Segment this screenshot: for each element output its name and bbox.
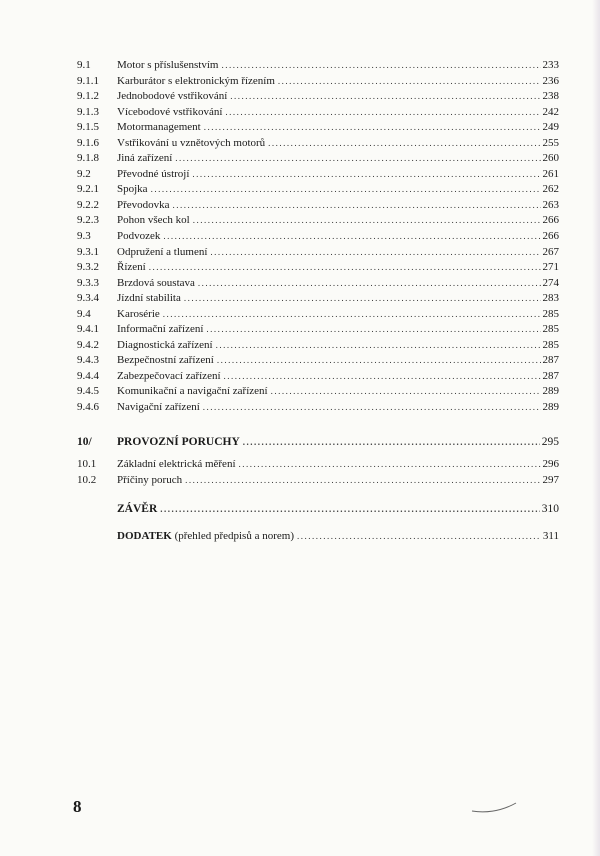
toc-entry (77, 307, 559, 323)
dot-leader (151, 182, 541, 198)
dot-leader (204, 120, 541, 136)
toc-entry-page: 271 (542, 261, 559, 274)
toc-entry (77, 338, 559, 354)
toc-entry-number: 9.4.1 (77, 323, 99, 336)
dot-leader (193, 213, 541, 229)
dot-leader (225, 105, 540, 121)
toc-zaver-page: 310 (541, 503, 559, 516)
toc-dodatek-title (117, 529, 297, 545)
toc-zaver-entry (77, 502, 559, 518)
dot-leader (271, 384, 541, 400)
toc-entry-page: 266 (542, 214, 559, 227)
toc-entry-number: 9.4.6 (77, 401, 99, 414)
dot-leader (239, 457, 541, 473)
toc-entry-title: Základní elektrická měření (117, 458, 236, 471)
toc-entry-page: 285 (542, 338, 559, 351)
toc-entry-page: 260 (542, 152, 559, 165)
dot-leader (278, 74, 541, 90)
dot-leader (149, 260, 541, 276)
toc-entry-page: 285 (542, 307, 559, 320)
toc-entry-title: Spojka (117, 183, 148, 196)
toc-entry-title: Karburátor s elektronickým řízením (117, 74, 275, 87)
dot-leader (160, 502, 539, 518)
page-number: 8 (73, 797, 82, 816)
dot-leader (175, 151, 540, 167)
toc-entry-page: 285 (542, 323, 559, 336)
toc-entry (77, 400, 559, 416)
toc-entry-page: 287 (542, 354, 559, 367)
toc-entry-number: 9.3.1 (77, 245, 99, 258)
toc-entry-number: 9.1.6 (77, 136, 99, 149)
toc-entry-number: 9.4.3 (77, 354, 99, 367)
toc-entry-page: 261 (542, 167, 559, 180)
toc-entry-number: 10.1 (77, 458, 97, 471)
dot-leader (297, 529, 541, 545)
toc-entry-number: 9.3.3 (77, 276, 99, 289)
toc-entry (77, 322, 559, 338)
toc-chapter-entry (77, 435, 559, 451)
dot-leader (243, 435, 540, 451)
toc-entry (77, 120, 559, 136)
toc-entry-page: 287 (542, 369, 559, 382)
dot-leader (216, 338, 541, 354)
section-9-list (77, 58, 559, 416)
toc-entry (77, 229, 559, 245)
toc-entry-title: Motor s příslušenstvím (117, 59, 219, 71)
toc-entry-title: Navigační zařízení (117, 401, 200, 414)
toc-entry (77, 353, 559, 369)
toc-entry-number: 9.4.5 (77, 385, 99, 398)
toc-entry-page: 289 (542, 385, 559, 398)
toc-entry (77, 58, 559, 74)
toc-entry-page: 233 (542, 59, 559, 71)
dot-leader (184, 291, 541, 307)
toc-entry-title: Pohon všech kol (117, 214, 190, 227)
toc-chapter-page: 295 (541, 435, 559, 448)
toc-entry (77, 260, 559, 276)
toc-entry-number: 9.1.5 (77, 121, 99, 134)
toc-entry-number: 9.1.3 (77, 105, 99, 118)
dot-leader (185, 473, 540, 489)
toc-entry (77, 245, 559, 261)
dot-leader (230, 89, 540, 105)
toc-entry-title: Příčiny poruch (117, 473, 183, 486)
toc-entry-page: 249 (542, 121, 559, 134)
toc-entry-page: 266 (542, 230, 559, 243)
toc-chapter-title: PROVOZNÍ PORUCHY (117, 435, 240, 448)
toc-entry-title: Jízdní stabilita (117, 292, 181, 305)
dot-leader (198, 276, 541, 292)
toc-entry-number: 9.3.2 (77, 261, 99, 274)
dot-leader (221, 58, 540, 74)
toc-entry (77, 105, 559, 121)
toc-entry (77, 182, 559, 198)
toc-entry-title: Řízení (117, 261, 146, 274)
toc-entry-page: 263 (542, 198, 559, 211)
toc-entry-page: 242 (542, 105, 559, 118)
toc-entry (77, 457, 559, 473)
toc-entry-page: 262 (542, 183, 559, 196)
dot-leader (210, 245, 540, 261)
dot-leader (224, 369, 541, 385)
toc-entry-page: 238 (542, 90, 559, 103)
dot-leader (217, 353, 541, 369)
toc-entry-number: 9.3.4 (77, 292, 99, 305)
toc-entry (77, 74, 559, 90)
toc-entry-title: Odpružení a tlumení (117, 245, 208, 258)
toc-entry-page: 267 (542, 245, 559, 258)
dot-leader (203, 400, 541, 416)
toc-entry-title: Převodovka (117, 198, 170, 211)
toc-entry-page: 296 (542, 458, 559, 471)
toc-entry-page: 289 (542, 401, 559, 414)
toc-entry (77, 384, 559, 400)
toc-entry-number: 9.2.1 (77, 183, 99, 196)
table-of-contents (77, 58, 559, 544)
dot-leader (163, 307, 541, 323)
toc-entry-title: Motormanagement (117, 121, 201, 134)
toc-entry-title: Podvozek (117, 230, 161, 243)
toc-chapter-number: 10/ (77, 435, 92, 448)
toc-entry (77, 473, 559, 489)
toc-entry-title: Komunikační a navigační zařízení (117, 385, 268, 398)
toc-entry-number: 9.2.2 (77, 198, 99, 211)
toc-entry-page: 297 (542, 473, 559, 486)
toc-entry-number: 9.1.8 (77, 152, 99, 165)
dot-leader (173, 198, 541, 214)
toc-entry-title: Jednobodové vstřikování (117, 90, 228, 103)
page-edge (592, 0, 600, 856)
toc-entry-number: 9.4.4 (77, 369, 99, 382)
toc-entry (77, 291, 559, 307)
toc-entry-number: 9.1 (77, 59, 91, 71)
toc-entry-page: 283 (542, 292, 559, 305)
toc-entry-title: Vícebodové vstřikování (117, 105, 223, 118)
toc-entry-title: Vstřikování u vznětových motorů (117, 136, 266, 149)
toc-entry (77, 89, 559, 105)
dot-leader (268, 136, 540, 152)
toc-dodatek-title-rest: (přehled předpisů a norem) (171, 529, 294, 542)
toc-entry-title: Jiná zařízení (117, 152, 173, 165)
toc-entry-page: 255 (542, 136, 559, 149)
toc-entry-number: 9.3 (77, 230, 91, 243)
toc-entry-number: 9.1.2 (77, 90, 99, 103)
toc-entry (77, 198, 559, 214)
toc-entry-number: 9.4.2 (77, 338, 99, 351)
toc-entry-title: Brzdová soustava (117, 276, 195, 289)
toc-entry (77, 151, 559, 167)
toc-entry-number: 9.2.3 (77, 214, 99, 227)
toc-entry-title: Bezpečnostní zařízení (117, 354, 214, 367)
toc-entry (77, 276, 559, 292)
toc-dodatek-title-bold: DODATEK (117, 529, 172, 542)
toc-entry-number: 9.4 (77, 307, 91, 320)
toc-entry-title: Informační zařízení (117, 323, 204, 336)
toc-zaver-title: ZÁVĚR (117, 503, 158, 516)
toc-dodatek-page: 311 (542, 529, 559, 542)
toc-entry-number: 9.1.1 (77, 74, 99, 87)
toc-entry (77, 369, 559, 385)
toc-entry-number: 10.2 (77, 473, 97, 486)
toc-dodatek-entry (77, 529, 559, 545)
section-10-list (77, 457, 559, 488)
toc-entry-title: Zabezpečovací zařízení (117, 369, 221, 382)
toc-entry-number: 9.2 (77, 167, 91, 180)
scan-mark (470, 800, 520, 814)
toc-entry (77, 213, 559, 229)
toc-entry-title: Převodné ústrojí (117, 167, 190, 180)
toc-entry-title: Karosérie (117, 307, 160, 320)
toc-entry-page: 236 (542, 74, 559, 87)
dot-leader (192, 167, 540, 183)
toc-entry (77, 136, 559, 152)
dot-leader (206, 322, 540, 338)
toc-entry (77, 167, 559, 183)
dot-leader (163, 229, 540, 245)
toc-entry-page: 274 (542, 276, 559, 289)
toc-entry-title: Diagnostická zařízení (117, 338, 213, 351)
